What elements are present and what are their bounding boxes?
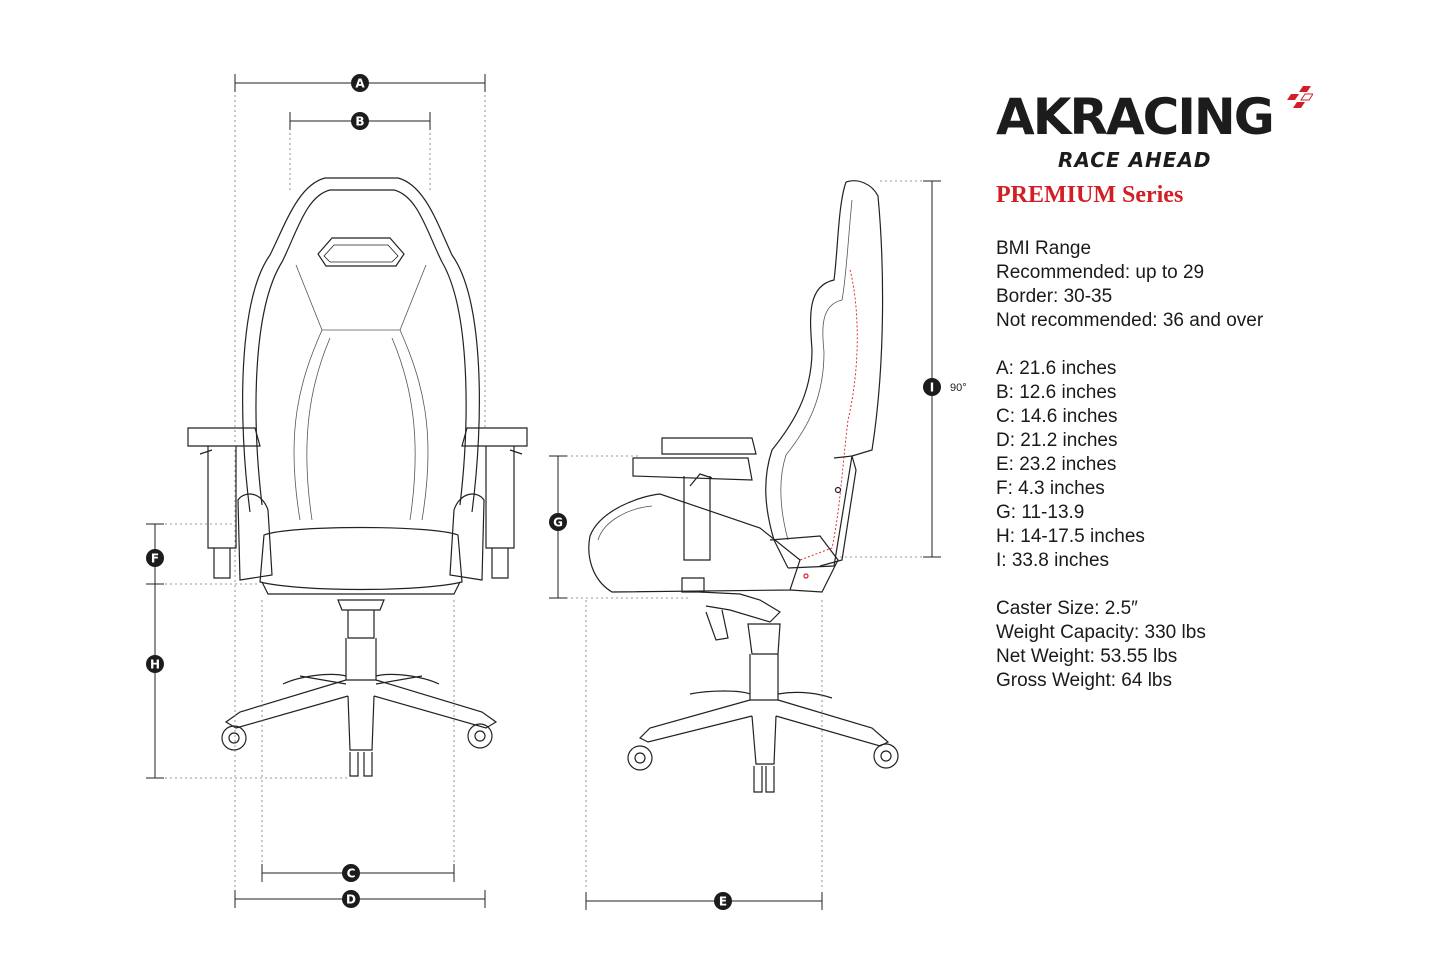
svg-text:A: A [355, 76, 365, 91]
dimension-item: G: 11-13.9 [996, 502, 1085, 523]
recline-angle-label: 90° [950, 382, 967, 394]
dimension-item: E: 23.2 inches [996, 454, 1117, 475]
dimension-lines [146, 74, 941, 910]
side-view-chair [589, 181, 898, 792]
brand-tagline: RACE AHEAD [1058, 148, 1212, 172]
bmi-not-recommended: Not recommended: 36 and over [996, 310, 1264, 331]
brand-name: AKRACING [996, 88, 1273, 146]
dimension-item: F: 4.3 inches [996, 478, 1105, 499]
svg-text:G: G [553, 515, 563, 530]
bmi-heading: BMI Range [996, 238, 1092, 259]
front-view-chair [188, 178, 527, 776]
spec-weight-capacity: Weight Capacity: 330 lbs [996, 622, 1206, 643]
brand-logo [996, 88, 1273, 172]
spec-gross-weight: Gross Weight: 64 lbs [996, 670, 1173, 691]
dimension-item: A: 21.6 inches [996, 358, 1117, 379]
dim-label-E [714, 892, 732, 910]
spec-list [996, 237, 1263, 693]
dim-label-D [342, 890, 360, 908]
spec-net-weight: Net Weight: 53.55 lbs [996, 646, 1178, 667]
svg-text:E: E [718, 894, 728, 909]
dim-label-H [146, 655, 164, 673]
dim-label-I [923, 378, 941, 396]
dimension-item: D: 21.2 inches [996, 430, 1118, 451]
dimension-item: H: 14-17.5 inches [996, 526, 1145, 547]
dim-label-G [549, 513, 567, 531]
svg-text:C: C [346, 866, 356, 881]
series-title: PREMIUM Series [996, 182, 1184, 208]
checkered-flag-icon [1279, 86, 1313, 112]
bmi-recommended: Recommended: up to 29 [996, 262, 1205, 283]
dimension-item: C: 14.6 inches [996, 406, 1118, 427]
bmi-border: Border: 30-35 [996, 286, 1113, 307]
svg-text:H: H [149, 657, 161, 672]
svg-text:I: I [929, 380, 935, 395]
dim-label-B [351, 112, 369, 130]
dim-label-F [146, 549, 164, 567]
dimension-guides [160, 90, 940, 890]
dim-label-C [342, 864, 360, 882]
svg-text:F: F [150, 551, 160, 566]
dim-label-A [351, 74, 369, 92]
svg-text:D: D [346, 892, 356, 907]
svg-text:B: B [355, 114, 365, 129]
dimension-item: I: 33.8 inches [996, 550, 1110, 571]
spec-caster-size: Caster Size: 2.5″ [996, 598, 1138, 619]
dimension-item: B: 12.6 inches [996, 382, 1117, 403]
